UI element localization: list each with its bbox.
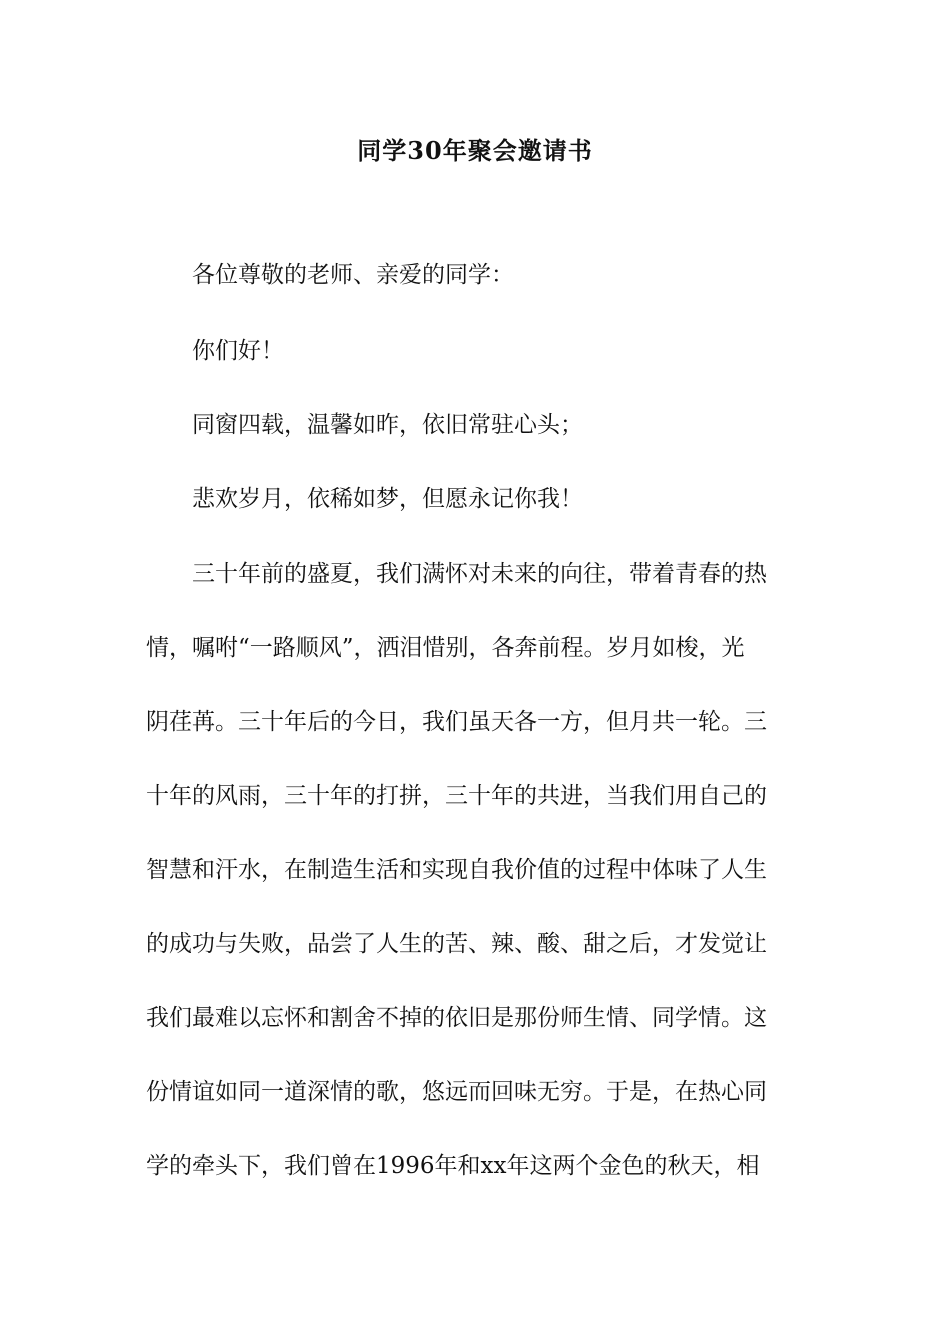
paragraph-line: 智慧和汗水，在制造生活和实现自我价值的过程中体味了人生 (146, 857, 767, 883)
paragraph-line: 学的牵头下，我们曾在1996年和xx年这两个金色的秋天，相 (146, 1153, 760, 1179)
paragraph-line: 份情谊如同一道深情的歌，悠远而回味无穷。于是，在热心同 (146, 1079, 767, 1105)
paragraph-line: 三十年前的盛夏，我们满怀对未来的向往，带着青春的热 (192, 561, 767, 587)
verse-line-2: 悲欢岁月，依稀如梦，但愿永记你我！ (192, 486, 583, 512)
verse-line-1: 同窗四载，温馨如昨，依旧常驻心头； (192, 412, 583, 438)
document-title: 同学30年聚会邀请书 (357, 136, 593, 165)
greeting-line: 各位尊敬的老师、亲爱的同学： (192, 262, 514, 288)
hello-line: 你们好！ (192, 338, 284, 364)
paragraph-line: 的成功与失败，品尝了人生的苦、辣、酸、甜之后，才发觉让 (146, 931, 767, 957)
paragraph-line: 情，嘱咐“一路顺风”，洒泪惜别，各奔前程。岁月如梭，光 (146, 635, 745, 661)
paragraph-line: 我们最难以忘怀和割舍不掉的依旧是那份师生情、同学情。这 (146, 1005, 767, 1031)
paragraph-line: 阴荏苒。三十年后的今日，我们虽天各一方，但月共一轮。三 (146, 709, 767, 735)
paragraph-line: 十年的风雨，三十年的打拼，三十年的共进，当我们用自己的 (146, 783, 767, 809)
